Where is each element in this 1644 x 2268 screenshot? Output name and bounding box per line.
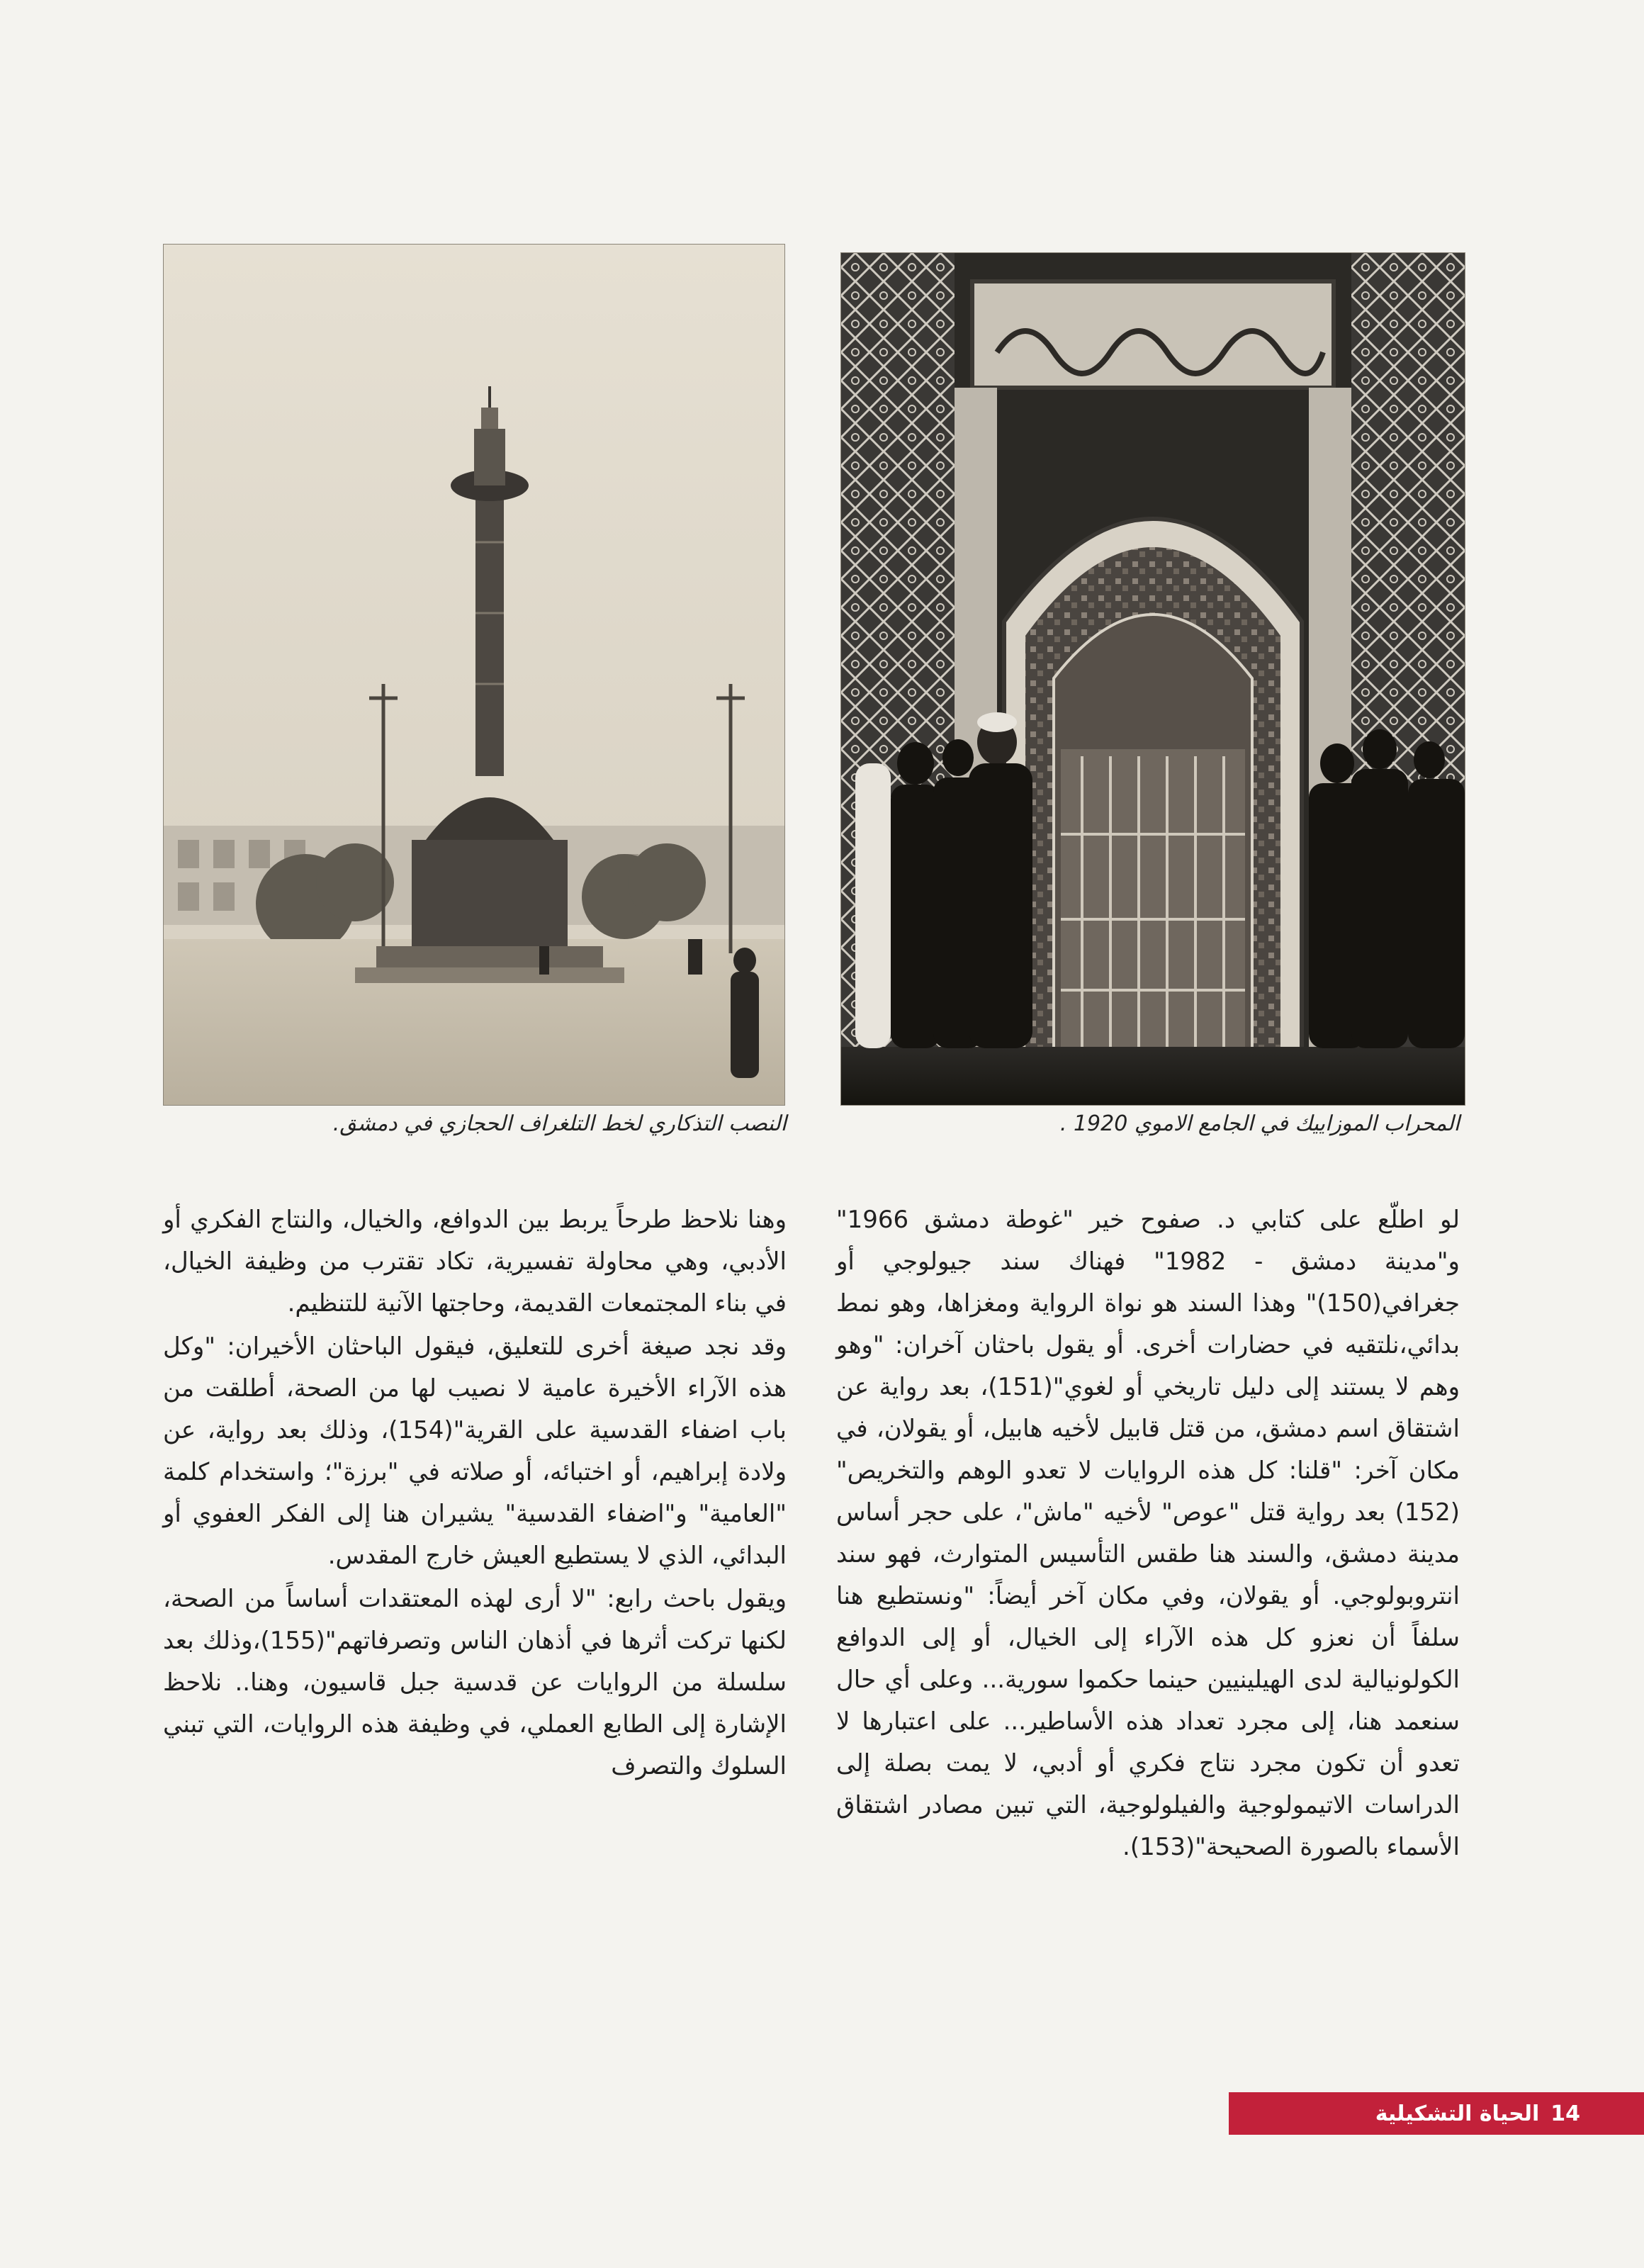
page-number: 14 [1550, 2101, 1580, 2126]
monument-caption: النصب التذكاري لخط التلغراف الحجازي في دمشق. [332, 1111, 787, 1136]
footer-page-tab [1229, 2092, 1644, 2135]
article-column-right [836, 1199, 1460, 1868]
article-column-left [163, 1199, 787, 1787]
paragraph: لو اطلّع على كتابي د. صفوح خير "غوطة دمشق 1966" و"مدينة دمشق - 1982" فهناك سند جيولوجي أو جغرافي(150)" وهذا السند هو نواة الرواية ومغزاها، وهو نمط بدائي،نلتقيه في حضارات أخرى. أو يقول باحثان آخران: "وهو وهم لا يستند إلى دليل تاريخي أو لغوي"(151)، بعد رواية عن اشتقاق اسم دمشق، من قتل قابيل لأخيه هابيل، أو يقولان، في مكان آخر: "قلنا: كل هذه الروايات لا تعدو الوهم والتخريص"(152) بعد رواية قتل "عوص" لأخيه "ماش"، على حجر أساس مدينة دمشق، والسند هنا طقس التأسيس المتوارث، فهو سند انتروبولوجي. أو يقولان، وفي مكان آخر أيضاً: "ونستطيع هنا سلفاً أن نعزو كل هذه الآراء إلى الخيال، أو إلى الدوافع الكولونيالية لدى الهيلينيين حينما حكموا سورية... وعلى أي حال سنعمد هنا، إلى مجرد تعداد هذه الأساطير... على اعتبارها لا تعدو أن تكون مجرد نتاج فكري أو أدبي، لا يمت بصلة إلى الدراسات الاتيمولوجية والفيلولوجية، التي تبين مصادر اشتقاق الأسماء بالصورة الصحيحة"(153). [836, 1206, 1460, 1861]
mihrab-photo [840, 252, 1465, 1106]
telegraph-monument-illustration [164, 245, 784, 1105]
mihrab-caption: المحراب الموزاييك في الجامع الاموي 1920 . [1059, 1111, 1460, 1136]
paragraph: وهنا نلاحظ طرحاً يربط بين الدوافع، والخيال، والنتاج الفكري أو الأدبي، وهي محاولة تفسيرية، تكاد تقترب من وظيفة الخيال، في بناء المجتمعات القديمة، وحاجتها الآنية للتنظيم. [163, 1206, 787, 1318]
paragraph: ويقول باحث رابع: "لا أرى لهذه المعتقدات أساساً من الصحة، لكنها تركت أثرها في أذهان الناس وتصرفاتهم"(155)،وذلك بعد سلسلة من الروايات عن قدسية جبل قاسيون، وهنا.. نلاحظ الإشارة إلى الطابع العملي، في وظيفة هذه الروايات، التي تبني السلوك والتصرف [163, 1585, 787, 1780]
mihrab-illustration [841, 253, 1465, 1105]
paragraph: وقد نجد صيغة أخرى للتعليق، فيقول الباحثان الأخيران: "وكل هذه الآراء الأخيرة عامية لا نصيب لها من الصحة، أطلقت من باب اضفاء القدسية على القرية"(154)، وذلك بعد رواية، عن ولادة إبراهيم، أو اختبائه، أو صلاته في "برزة"؛ واستخدام كلمة "العامية" و"اضفاء القدسية" يشيران هنا إلى الفكر العفوي أو البدائي، الذي لا يستطيع العيش خارج المقدس. [163, 1332, 787, 1570]
magazine-title: الحياة التشكيلية [1375, 2101, 1540, 2126]
telegraph-monument-photo [163, 244, 785, 1106]
